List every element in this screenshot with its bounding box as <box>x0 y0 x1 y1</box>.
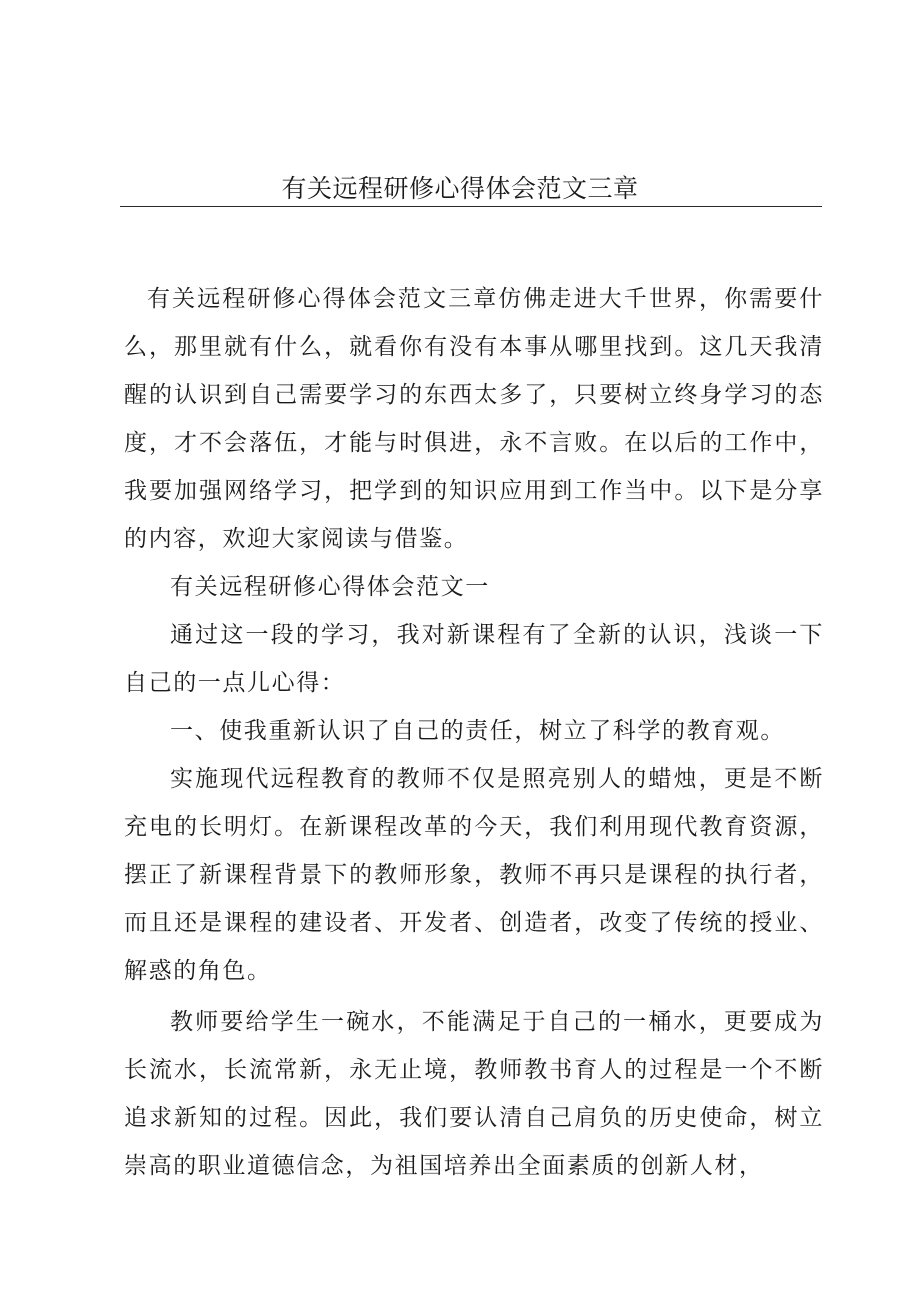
document-title: 有关远程研修心得体会范文三章 <box>281 174 639 203</box>
title-underline <box>120 206 822 207</box>
document-body <box>124 275 824 1190</box>
body-paragraph: 教师要给学生一碗水，不能满足于自己的一桶水，更要成为长流水，长流常新，永无止境，教师教书育人的过程是一个不断追求新知的过程。因此，我们要认清自己肩负的历史使命，树立崇高的职业道德信念，为祖国培养出全面素质的创新人材， <box>124 1009 824 1179</box>
section-heading-1: 有关远程研修心得体会范文一 <box>170 574 490 600</box>
body-paragraph: 实施现代远程教育的教师不仅是照亮别人的蜡烛，更是不断充电的长明灯。在新课程改革的今天，我们利用现代教育资源，摆正了新课程背景下的教师形象，教师不再只是课程的执行者，而且还是课程的建设者、开发者、创造者，改变了传统的授业、解惑的角色。 <box>124 766 824 984</box>
body-paragraph: 通过这一段的学习，我对新课程有了全新的认识，浅谈一下自己的一点儿心得： <box>124 622 824 696</box>
point-heading-1: 一、使我重新认识了自己的责任，树立了科学的教育观。 <box>170 718 785 744</box>
intro-paragraph: 有关远程研修心得体会范文三章仿佛走进大千世界，你需要什么，那里就有什么，就看你有没有本事从哪里找到。这几天我清醒的认识到自己需要学习的东西太多了，只要树立终身学习的态度，才不会落伍，才能与时俱进，永不言败。在以后的工作中，我要加强网络学习，把学到的知识应用到工作当中。以下是分享的内容，欢迎大家阅读与借鉴。 <box>124 286 824 552</box>
